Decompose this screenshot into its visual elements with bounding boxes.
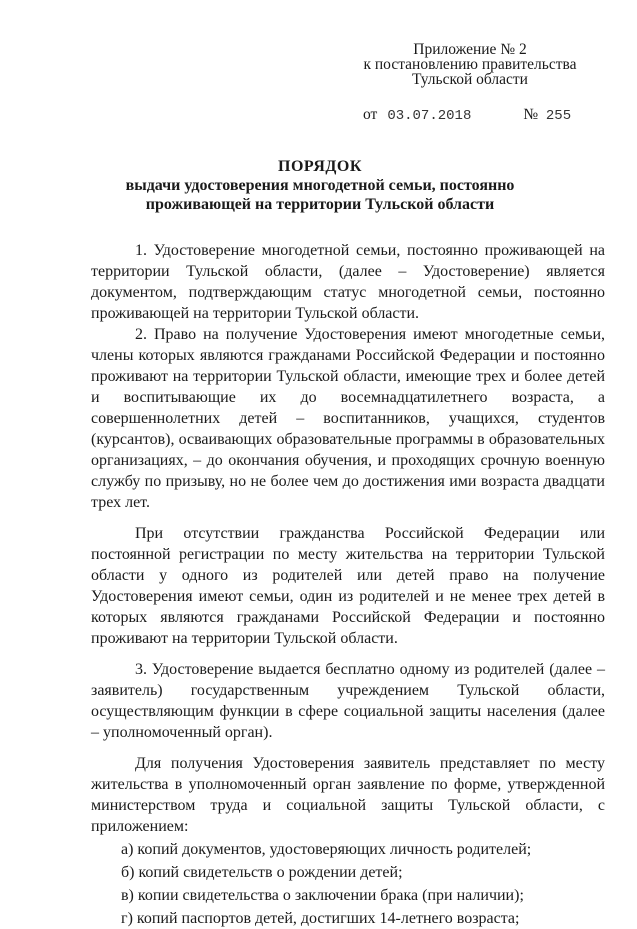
paragraph-3: При отсутствии гражданства Российской Федерации или постоянной регистрации по месту жительства на территории Тульской области у одного из родителей или детей право на получение Удостоверения имеют семьи, один из родителей и не менее трех детей в которых являются гражданами Российской Федерации и постоянно проживают на территории Тульской области. <box>91 525 605 647</box>
date-prefix: от <box>363 106 378 123</box>
appendix-line-1: Приложение № 2 <box>413 41 527 58</box>
paragraph-4: 3. Удостоверение выдается бесплатно одному из родителей (далее – заявитель) государственным учреждением Тульской области, осуществляющим функции в сфере социальной защиты населения (далее – уполномоченный орган). <box>91 661 605 741</box>
title-line-2: проживающей на территории Тульской области <box>145 196 495 213</box>
paragraph-2: 2. Право на получение Удостоверения имеют многодетные семьи, члены которых являются гражданами Российской Федерации и постоянно проживают на территории Тульской области, имеющие трех и более детей и воспитывающие их до восемнадцатилетнего возраста, а совершеннолетних детей – воспитанников, учащихся, студентов (курсантов), осваивающих образовательные программы в образовательных организациях, – до окончания обучения, и проходящих срочную военную службу по призыву, но не более чем до достижения ими возраста двадцати трех лет. <box>91 326 605 511</box>
appendix-block <box>340 42 600 87</box>
title-line-1: выдачи удостоверения многодетной семьи, постоянно <box>125 177 515 194</box>
document-body <box>91 240 605 929</box>
appendix-line-3: Тульской области <box>412 71 528 88</box>
list-item-c: в) копии свидетельства о заключении брака (при наличии); <box>121 887 524 904</box>
title-main: ПОРЯДОК <box>278 158 362 175</box>
number-prefix: № <box>523 106 539 123</box>
list-item-d: г) копий паспортов детей, достигших 14-летнего возраста; <box>121 910 520 927</box>
resolution-date: 03.07.2018 <box>387 108 472 124</box>
appendix-line-2: к постановлению правительства <box>363 56 577 73</box>
document-title <box>60 157 580 214</box>
list-item-a: а) копий документов, удостоверяющих личность родителей; <box>121 841 532 858</box>
paragraph-5: Для получения Удостоверения заявитель представляет по месту жительства в уполномоченный орган заявление по форме, утвержденной министерством труда и социальной защиты Тульской области, с приложением: <box>91 755 605 835</box>
resolution-dateline <box>363 106 613 124</box>
resolution-number: 255 <box>545 108 572 124</box>
paragraph-1: 1. Удостоверение многодетной семьи, постоянно проживающей на территории Тульской области, (далее – Удостоверение) является документом, подтверждающим статус многодетной семьи, постоянно проживающей на территории Тульской области. <box>91 242 605 322</box>
list-item-b: б) копий свидетельств о рождении детей; <box>121 864 403 881</box>
